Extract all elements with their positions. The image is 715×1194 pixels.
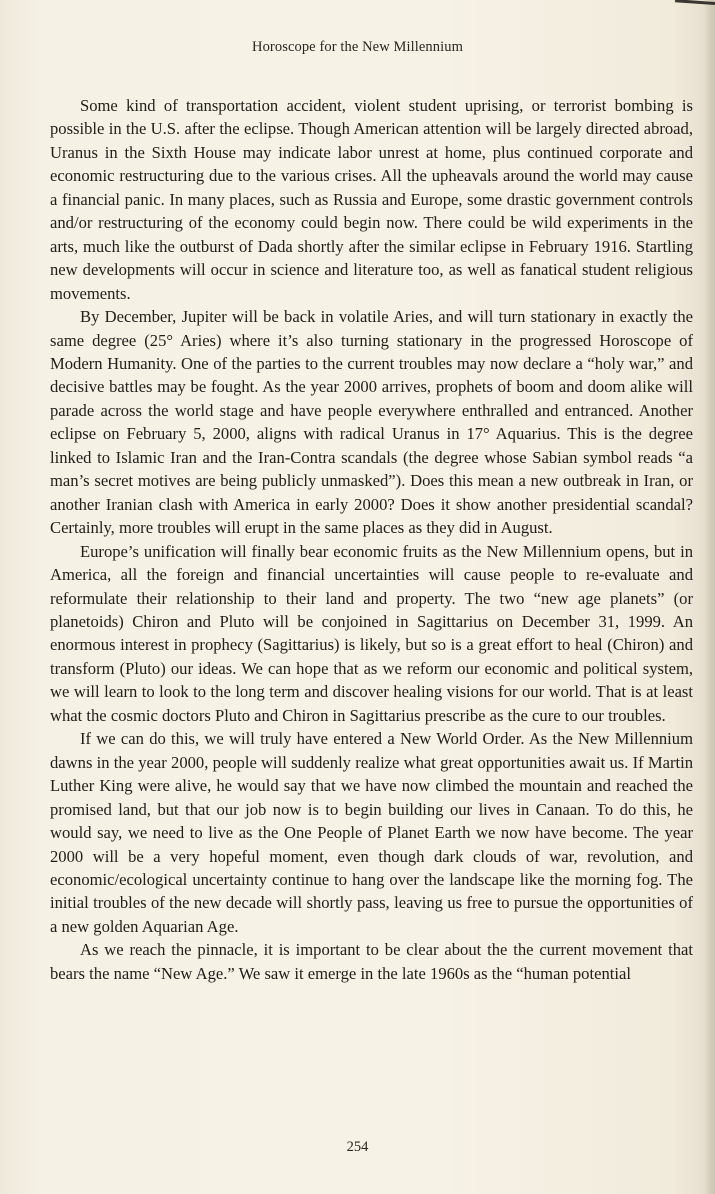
corner-mark (675, 0, 715, 5)
paragraph-4: If we can do this, we will truly have entered a New World Order. As the New Millennium dawns in the year 2000, people will suddenly realize what great opportunities await us. If Martin Luther King were alive, he would say that we have now climbed the mountain and reached the promised land, but that our job now is to begin building our lives in Canaan. To do this, he would say, we need to live as the One People of Planet Earth we now have become. The year 2000 will be a very hopeful moment, even though dark clouds of war, revolution, and economic/ecological uncertainty continue to hang over the landscape like the morning fog. The initial troubles of the new decade will shortly pass, leaving us free to pursue the opportunities of a new golden Aquarian Age. (50, 729, 693, 936)
paragraph-1: Some kind of transportation accident, violent student uprising, or terrorist bombing is possible in the U.S. after the eclipse. Though American attention will be largely directed abroad, Uranus in the Sixth House may indicate labor unrest at home, plus continued corporate and economic restructuring due to the various crises. All the upheavals around the world may cause a financial panic. In many places, such as Russia and Europe, some drastic government controls and/or restructuring of the economy could begin now. There could be wild experiments in the arts, much like the outburst of Dada shortly after the similar eclipse in February 1916. Startling new developments will occur in science and literature too, as well as fanatical student religious movements. (50, 96, 693, 303)
page-edge-shadow (703, 0, 715, 1194)
paragraph-3: Europe’s unification will finally bear economic fruits as the New Millennium opens, but in America, all the foreign and financial uncertainties will cause people to re-evaluate and reformulate their relationship to their land and property. The two “new age planets” (or planetoids) Chiron and Pluto will be conjoined in Sagittarius on December 31, 1999. An enormous interest in prophecy (Sagittarius) is likely, but so is a great effort to heal (Chiron) and transform (Pluto) our ideas. We can hope that as we reform our economic and political system, we will learn to look to the long term and discover healing visions for our world. That is at least what the cosmic doctors Pluto and Chiron in Sagittarius prescribe as the cure to our troubles. (50, 541, 693, 725)
running-head: Horoscope for the New Millennium (252, 39, 463, 55)
paragraph-2: By December, Jupiter will be back in volatile Aries, and will turn stationary in exactly the same degree (25° Aries) where it’s also turning stationary in the progressed Horoscope of Modern Humanity. One of the parties to the current troubles may now declare a “holy war,” and decisive battles may be fought. As the year 2000 arrives, prophets of boom and doom alike will parade across the world stage and have people everywhere enthralled and entranced. Another eclipse on February 5, 2000, aligns with radical Uranus in 17° Aquarius. This is the degree linked to Islamic Iran and the Iran-Contra scandals (the degree whose Sabian symbol reads “a man’s secret motives are being publicly unmasked”). Does this mean a new outbreak in Iran, or another Iranian clash with America in early 2000? Does it show another presidential scandal? Certainly, more troubles will erupt in the same places as they did in August. (50, 307, 693, 538)
page-number: 254 (346, 1139, 369, 1155)
body-text (50, 94, 693, 985)
paragraph-5: As we reach the pinnacle, it is important to be clear about the the current movement that bears the name “New Age.” We saw it emerge in the late 1960s as the “human potential (50, 940, 693, 983)
